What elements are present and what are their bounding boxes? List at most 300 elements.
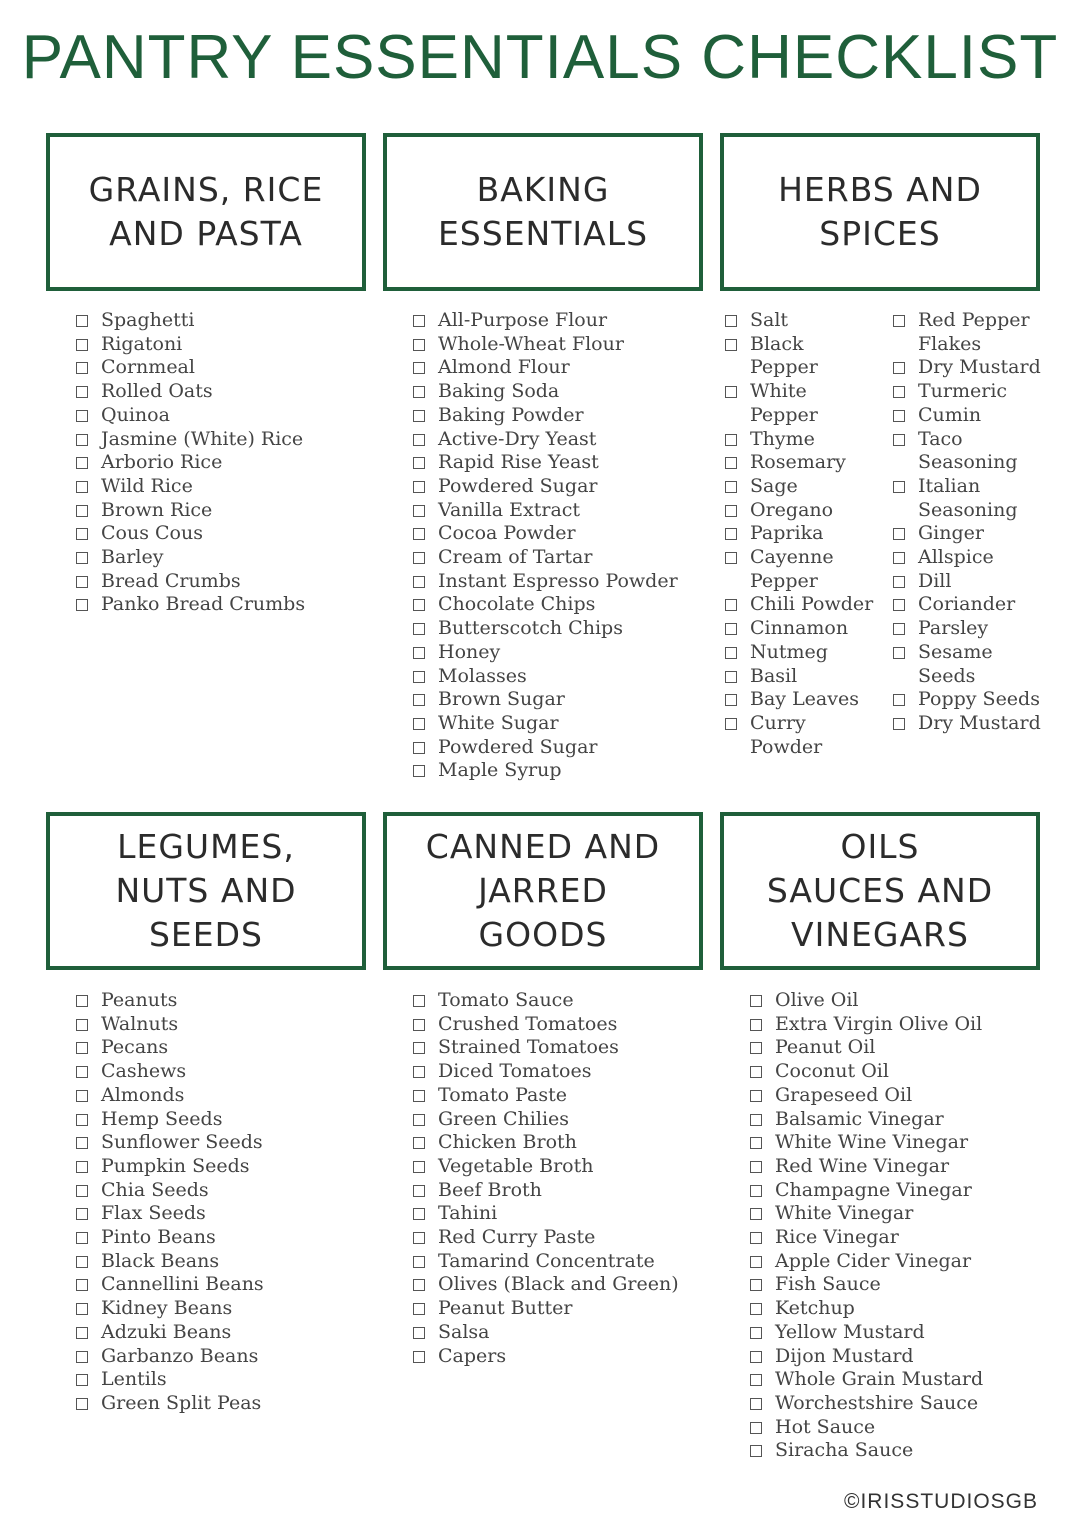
checklist-item [893, 309, 1053, 356]
checklist-item-label: Powdered Sugar [438, 735, 598, 758]
checkbox-icon[interactable] [725, 315, 737, 327]
checklist-item [413, 1226, 708, 1250]
checkbox-icon[interactable] [893, 410, 905, 422]
section-header-canned [383, 812, 703, 970]
checkbox-icon[interactable] [76, 599, 88, 611]
checkbox-icon[interactable] [413, 623, 425, 635]
checkbox-icon[interactable] [76, 552, 88, 564]
checkbox-icon[interactable] [413, 599, 425, 611]
checklist-item-label: Thyme [750, 427, 815, 450]
checkbox-icon[interactable] [893, 552, 905, 564]
checkbox-icon[interactable] [76, 1161, 88, 1173]
checklist-item [725, 665, 885, 689]
checklist-item-label: Whole Grain Mustard [775, 1368, 984, 1391]
checklist-item [76, 309, 366, 333]
checklist-item-label: Chili Powder [750, 593, 874, 616]
checkbox-icon[interactable] [413, 671, 425, 683]
checklist-item-label: Sunflower Seeds [101, 1131, 263, 1154]
checklist-item [76, 1060, 366, 1084]
checklist-item [413, 451, 708, 475]
checklist-item [893, 712, 1053, 736]
checkbox-icon[interactable] [750, 1351, 762, 1363]
checklist-item [750, 1345, 1050, 1369]
checkbox-icon[interactable] [76, 1185, 88, 1197]
checklist-item [893, 688, 1053, 712]
checkbox-icon[interactable] [725, 457, 737, 469]
checkbox-icon[interactable] [750, 1256, 762, 1268]
checkbox-icon[interactable] [76, 1303, 88, 1315]
checkbox-icon[interactable] [893, 694, 905, 706]
checklist-item-label: Cayenne Pepper [750, 546, 834, 592]
checklist-item-label: Lentils [101, 1368, 167, 1391]
checkbox-icon[interactable] [725, 339, 737, 351]
section-header-grains [46, 133, 366, 291]
checkbox-icon[interactable] [413, 434, 425, 446]
checklist-item [413, 428, 708, 452]
checkbox-icon[interactable] [413, 1042, 425, 1054]
checkbox-icon[interactable] [413, 505, 425, 517]
checkbox-icon[interactable] [893, 718, 905, 730]
checkbox-icon[interactable] [76, 505, 88, 517]
checklist-item-label: Coriander [918, 593, 1016, 616]
checklist-item [750, 1131, 1050, 1155]
checklist-item [413, 1060, 708, 1084]
checklist-item-label: Jasmine (White) Rice [101, 427, 304, 450]
checklist-item-label: Rice Vinegar [775, 1226, 899, 1249]
checkbox-icon[interactable] [750, 1114, 762, 1126]
checklist-item [750, 1321, 1050, 1345]
checkbox-icon[interactable] [413, 1137, 425, 1149]
checklist-item [893, 570, 1053, 594]
checklist-item-label: Hot Sauce [775, 1415, 876, 1438]
checklist-item [76, 1368, 366, 1392]
checklist-item [76, 451, 366, 475]
checkbox-icon[interactable] [413, 718, 425, 730]
checkbox-icon[interactable] [725, 481, 737, 493]
checkbox-icon[interactable] [413, 552, 425, 564]
checklist-item [725, 309, 885, 333]
checklist-item-label: Paprika [750, 522, 824, 545]
checklist-item [750, 1250, 1050, 1274]
checklist-item [76, 1321, 366, 1345]
checkbox-icon[interactable] [725, 694, 737, 706]
checkbox-icon[interactable] [413, 647, 425, 659]
checklist-item-label: Extra Virgin Olive Oil [775, 1012, 983, 1035]
checklist-item [893, 617, 1053, 641]
checkbox-icon[interactable] [725, 434, 737, 446]
checklist-item [893, 404, 1053, 428]
checkbox-icon[interactable] [413, 386, 425, 398]
checklist-item-label: Olive Oil [775, 989, 859, 1011]
checkbox-icon[interactable] [413, 362, 425, 374]
checkbox-icon[interactable] [413, 339, 425, 351]
checklist-item-label: Sage [750, 474, 798, 497]
checklist-item [750, 1084, 1050, 1108]
checkbox-icon[interactable] [76, 1114, 88, 1126]
checkbox-icon[interactable] [725, 671, 737, 683]
checklist-item [725, 428, 885, 452]
checkbox-icon[interactable] [76, 457, 88, 469]
checkbox-icon[interactable] [413, 1114, 425, 1126]
checklist-item [413, 309, 708, 333]
checklist-item-label: Powdered Sugar [438, 474, 598, 497]
checklist-item-label: White Pepper [750, 380, 818, 426]
checklist-item-label: Garbanzo Beans [101, 1344, 259, 1367]
checkbox-icon[interactable] [413, 995, 425, 1007]
checklist-item [893, 475, 1053, 522]
checkbox-icon[interactable] [76, 1019, 88, 1031]
checklist-item [893, 593, 1053, 617]
checklist-item-label: Pinto Beans [101, 1226, 216, 1249]
checkbox-icon[interactable] [413, 1019, 425, 1031]
checkbox-icon[interactable] [76, 434, 88, 446]
checkbox-icon[interactable] [750, 1066, 762, 1078]
checkbox-icon[interactable] [76, 315, 88, 327]
checklist-item [76, 1013, 366, 1037]
checklist-item-label: Red Pepper Flakes [918, 309, 1030, 355]
checkbox-icon[interactable] [413, 410, 425, 422]
checkbox-icon[interactable] [76, 386, 88, 398]
checkbox-icon[interactable] [413, 481, 425, 493]
checkbox-icon[interactable] [76, 339, 88, 351]
checklist-item-label: Champagne Vinegar [775, 1178, 972, 1201]
checkbox-icon[interactable] [893, 576, 905, 588]
checkbox-icon[interactable] [750, 1090, 762, 1102]
checklist-item-label: Cumin [918, 403, 982, 426]
checklist-item [413, 1297, 708, 1321]
checkbox-icon[interactable] [413, 315, 425, 327]
checklist-item [76, 593, 366, 617]
checklist-item-label: Molasses [438, 664, 527, 687]
checklist-item [76, 1084, 366, 1108]
checklist-item [750, 1108, 1050, 1132]
checklist-item [76, 428, 366, 452]
checklist-item [76, 499, 366, 523]
checklist-item-label: Green Chilies [438, 1107, 570, 1130]
checklist-item-label: Tahini [438, 1202, 498, 1225]
checklist-item-label: Hemp Seeds [101, 1107, 223, 1130]
checklist-item-label: Brown Rice [101, 498, 213, 521]
page-title: PANTRY ESSENTIALS CHECKLIST [21, 23, 1059, 92]
checklist-item-label: Cous Cous [101, 522, 203, 545]
checklist-item-label: Green Split Peas [101, 1391, 262, 1414]
checklist-item-label: Black Beans [101, 1249, 220, 1272]
checklist-item [413, 1179, 708, 1203]
checklist-item-label: Tomato Sauce [438, 989, 574, 1011]
checklist-item [413, 593, 708, 617]
checklist-item [76, 404, 366, 428]
checklist-item-label: Cream of Tartar [438, 546, 593, 569]
checkbox-icon[interactable] [413, 457, 425, 469]
checklist-item-label: Fish Sauce [775, 1273, 881, 1296]
checklist-item [750, 1179, 1050, 1203]
checkbox-icon[interactable] [76, 1256, 88, 1268]
checklist-item [76, 1202, 366, 1226]
checklist-item-label: Rosemary [750, 451, 846, 474]
checklist-item [76, 546, 366, 570]
checklist-item-label: Apple Cider Vinegar [775, 1249, 972, 1272]
item-list-oils [750, 989, 1050, 1463]
checklist-item-label: Active-Dry Yeast [438, 427, 597, 450]
checklist-item [725, 593, 885, 617]
checklist-item-label: Yellow Mustard [775, 1320, 925, 1343]
checklist-item-label: Ginger [918, 522, 984, 545]
checklist-item-label: Flax Seeds [101, 1202, 206, 1225]
checklist-item [76, 522, 366, 546]
checkbox-icon[interactable] [413, 576, 425, 588]
checklist-item-label: Dill [918, 569, 952, 592]
checklist-item [413, 475, 708, 499]
checklist-item [725, 688, 885, 712]
checklist-item-label: Butterscotch Chips [438, 617, 623, 640]
checklist-item [76, 989, 366, 1013]
checkbox-icon[interactable] [750, 1445, 762, 1457]
checkbox-icon[interactable] [893, 362, 905, 374]
checkbox-icon[interactable] [893, 386, 905, 398]
item-list-legumes [76, 989, 366, 1416]
checkbox-icon[interactable] [725, 623, 737, 635]
checklist-item [413, 1108, 708, 1132]
checklist-item [76, 333, 366, 357]
checkbox-icon[interactable] [750, 1161, 762, 1173]
checkbox-icon[interactable] [893, 315, 905, 327]
checklist-item [413, 688, 708, 712]
checkbox-icon[interactable] [76, 995, 88, 1007]
checklist-item-label: Arborio Rice [101, 451, 223, 474]
checklist-item-label: Salsa [438, 1320, 490, 1343]
checklist-item-label: Tamarind Concentrate [438, 1249, 655, 1272]
checklist-item [413, 380, 708, 404]
checklist-item-label: Instant Espresso Powder [438, 569, 678, 592]
checkbox-icon[interactable] [76, 1398, 88, 1410]
checklist-item [76, 1345, 366, 1369]
checkbox-icon[interactable] [750, 1137, 762, 1149]
checklist-item-label: Vanilla Extract [438, 498, 581, 521]
checklist-item-label: Barley [101, 546, 164, 569]
checklist-item-label: Dry Mustard [918, 356, 1041, 379]
checklist-item [76, 1250, 366, 1274]
checkbox-icon[interactable] [725, 386, 737, 398]
checkbox-icon[interactable] [750, 1374, 762, 1386]
checkbox-icon[interactable] [413, 1351, 425, 1363]
checkbox-icon[interactable] [413, 1256, 425, 1268]
section-header-oils [720, 812, 1040, 970]
checkbox-icon[interactable] [725, 718, 737, 730]
checklist-item-label: Dry Mustard [918, 711, 1041, 734]
checklist-item [750, 1273, 1050, 1297]
checklist-item [76, 1226, 366, 1250]
checklist-item [413, 1250, 708, 1274]
checkbox-icon[interactable] [76, 1351, 88, 1363]
checklist-item-label: White Vinegar [775, 1202, 914, 1225]
checklist-item [413, 1202, 708, 1226]
checkbox-icon[interactable] [76, 1208, 88, 1220]
checklist-item-label: Capers [438, 1344, 507, 1367]
checkbox-icon[interactable] [750, 1019, 762, 1031]
checkbox-icon[interactable] [893, 434, 905, 446]
checkbox-icon[interactable] [893, 599, 905, 611]
checkbox-icon[interactable] [76, 1066, 88, 1078]
checklist-item [413, 759, 708, 783]
checklist-item-label: Cornmeal [101, 356, 195, 379]
checklist-item-label: Cocoa Powder [438, 522, 576, 545]
checkbox-icon[interactable] [750, 1327, 762, 1339]
checkbox-icon[interactable] [725, 599, 737, 611]
checklist-item [413, 641, 708, 665]
section-header-herbs [720, 133, 1040, 291]
checklist-item [725, 499, 885, 523]
checklist-item [750, 1013, 1050, 1037]
checkbox-icon[interactable] [76, 481, 88, 493]
checkbox-icon[interactable] [76, 528, 88, 540]
checkbox-icon[interactable] [413, 1327, 425, 1339]
checkbox-icon[interactable] [725, 505, 737, 517]
checklist-item-label: Dijon Mustard [775, 1344, 914, 1367]
checklist-item [413, 989, 708, 1013]
checklist-item [725, 522, 885, 546]
checkbox-icon[interactable] [725, 528, 737, 540]
checklist-item-label: Chia Seeds [101, 1178, 209, 1201]
checklist-item [76, 1155, 366, 1179]
checkbox-icon[interactable] [750, 1208, 762, 1220]
checkbox-icon[interactable] [893, 481, 905, 493]
checkbox-icon[interactable] [893, 623, 905, 635]
checklist-item [725, 617, 885, 641]
checkbox-icon[interactable] [76, 1042, 88, 1054]
checklist-item-label: Diced Tomatoes [438, 1060, 592, 1083]
checkbox-icon[interactable] [76, 1232, 88, 1244]
checklist-item [76, 1179, 366, 1203]
checklist-item [76, 1297, 366, 1321]
checklist-item [413, 570, 708, 594]
checklist-item [750, 1416, 1050, 1440]
checkbox-icon[interactable] [750, 1422, 762, 1434]
checklist-item [76, 1108, 366, 1132]
checklist-item [413, 1131, 708, 1155]
checklist-item [413, 1321, 708, 1345]
checklist-item-label: Bay Leaves [750, 688, 859, 711]
checkbox-icon[interactable] [413, 1279, 425, 1291]
checkbox-icon[interactable] [413, 1232, 425, 1244]
checkbox-icon[interactable] [893, 528, 905, 540]
checklist-item-label: Rolled Oats [101, 380, 213, 403]
checklist-item-label: Wild Rice [101, 474, 193, 497]
checkbox-icon[interactable] [725, 647, 737, 659]
checkbox-icon[interactable] [750, 1279, 762, 1291]
section-heading-herbs: HERBS AND SPICES [778, 170, 982, 253]
item-list-herbs-col1 [725, 309, 885, 759]
checkbox-icon[interactable] [413, 1090, 425, 1102]
checkbox-icon[interactable] [413, 1161, 425, 1173]
checklist-item-label: Siracha Sauce [775, 1439, 914, 1462]
checkbox-icon[interactable] [750, 995, 762, 1007]
checklist-item-label: Grapeseed Oil [775, 1083, 913, 1106]
checkbox-icon[interactable] [750, 1398, 762, 1410]
checkbox-icon[interactable] [413, 1066, 425, 1078]
checklist-item [413, 1084, 708, 1108]
checklist-item-label: Pumpkin Seeds [101, 1154, 250, 1177]
checklist-item [76, 1273, 366, 1297]
checklist-item-label: Walnuts [101, 1012, 179, 1035]
section-header-baking [383, 133, 703, 291]
checklist-item-label: All-Purpose Flour [438, 309, 608, 331]
checkbox-icon[interactable] [413, 1303, 425, 1315]
checkbox-icon[interactable] [413, 1208, 425, 1220]
checklist-item [750, 1392, 1050, 1416]
checkbox-icon[interactable] [893, 647, 905, 659]
checklist-item [750, 1036, 1050, 1060]
checkbox-icon[interactable] [413, 765, 425, 777]
checkbox-icon[interactable] [750, 1185, 762, 1197]
section-heading-baking: BAKING ESSENTIALS [437, 170, 649, 253]
checklist-item-label: Crushed Tomatoes [438, 1012, 618, 1035]
checklist-item [893, 522, 1053, 546]
item-list-herbs-col2 [893, 309, 1053, 736]
checkbox-icon[interactable] [413, 742, 425, 754]
checklist-item [750, 1202, 1050, 1226]
checklist-item-label: Salt [750, 309, 789, 331]
checklist-item-label: Chicken Broth [438, 1131, 577, 1154]
checklist-item [76, 1392, 366, 1416]
checkbox-icon[interactable] [76, 410, 88, 422]
checkbox-icon[interactable] [76, 362, 88, 374]
checkbox-icon[interactable] [76, 1374, 88, 1386]
checklist-item [725, 641, 885, 665]
checkbox-icon[interactable] [413, 694, 425, 706]
checklist-item [893, 546, 1053, 570]
checklist-item-label: Olives (Black and Green) [438, 1273, 679, 1296]
checklist-item [76, 570, 366, 594]
checklist-item-label: Brown Sugar [438, 688, 565, 711]
checklist-item [750, 1297, 1050, 1321]
checkbox-icon[interactable] [76, 1137, 88, 1149]
section-heading-oils: OILS SAUCES AND VINEGARS [766, 827, 994, 954]
checklist-item-label: Bread Crumbs [101, 569, 241, 592]
checklist-item [413, 665, 708, 689]
checklist-item-label: Coconut Oil [775, 1060, 889, 1083]
checkbox-icon[interactable] [725, 552, 737, 564]
checklist-item-label: Pecans [101, 1036, 169, 1059]
checkbox-icon[interactable] [76, 1279, 88, 1291]
checklist-item-label: Peanut Butter [438, 1297, 573, 1320]
checklist-item [893, 380, 1053, 404]
checklist-item-label: Cannellini Beans [101, 1273, 264, 1296]
checklist-item [413, 1345, 708, 1369]
checkbox-icon[interactable] [76, 1090, 88, 1102]
checklist-item-label: Vegetable Broth [438, 1154, 594, 1177]
checkbox-icon[interactable] [750, 1303, 762, 1315]
section-heading-canned: CANNED AND JARRED GOODS [425, 827, 661, 954]
checklist-item [750, 1060, 1050, 1084]
checkbox-icon[interactable] [750, 1042, 762, 1054]
checklist-item-label: Worchestshire Sauce [775, 1391, 979, 1414]
checklist-item [750, 989, 1050, 1013]
checklist-item-label: Nutmeg [750, 640, 828, 663]
checkbox-icon[interactable] [413, 1185, 425, 1197]
checklist-item-label: Quinoa [101, 403, 170, 426]
checklist-item [750, 1439, 1050, 1463]
section-header-legumes [46, 812, 366, 970]
checkbox-icon[interactable] [76, 576, 88, 588]
checklist-item [413, 356, 708, 380]
checkbox-icon[interactable] [76, 1327, 88, 1339]
checklist-item-label: Peanut Oil [775, 1036, 876, 1059]
checklist-item-label: Sesame Seeds [918, 640, 993, 687]
checkbox-icon[interactable] [413, 528, 425, 540]
checkbox-icon[interactable] [750, 1232, 762, 1244]
checklist-item-label: Ketchup [775, 1297, 855, 1320]
checklist-item-label: Whole-Wheat Flour [438, 332, 624, 355]
